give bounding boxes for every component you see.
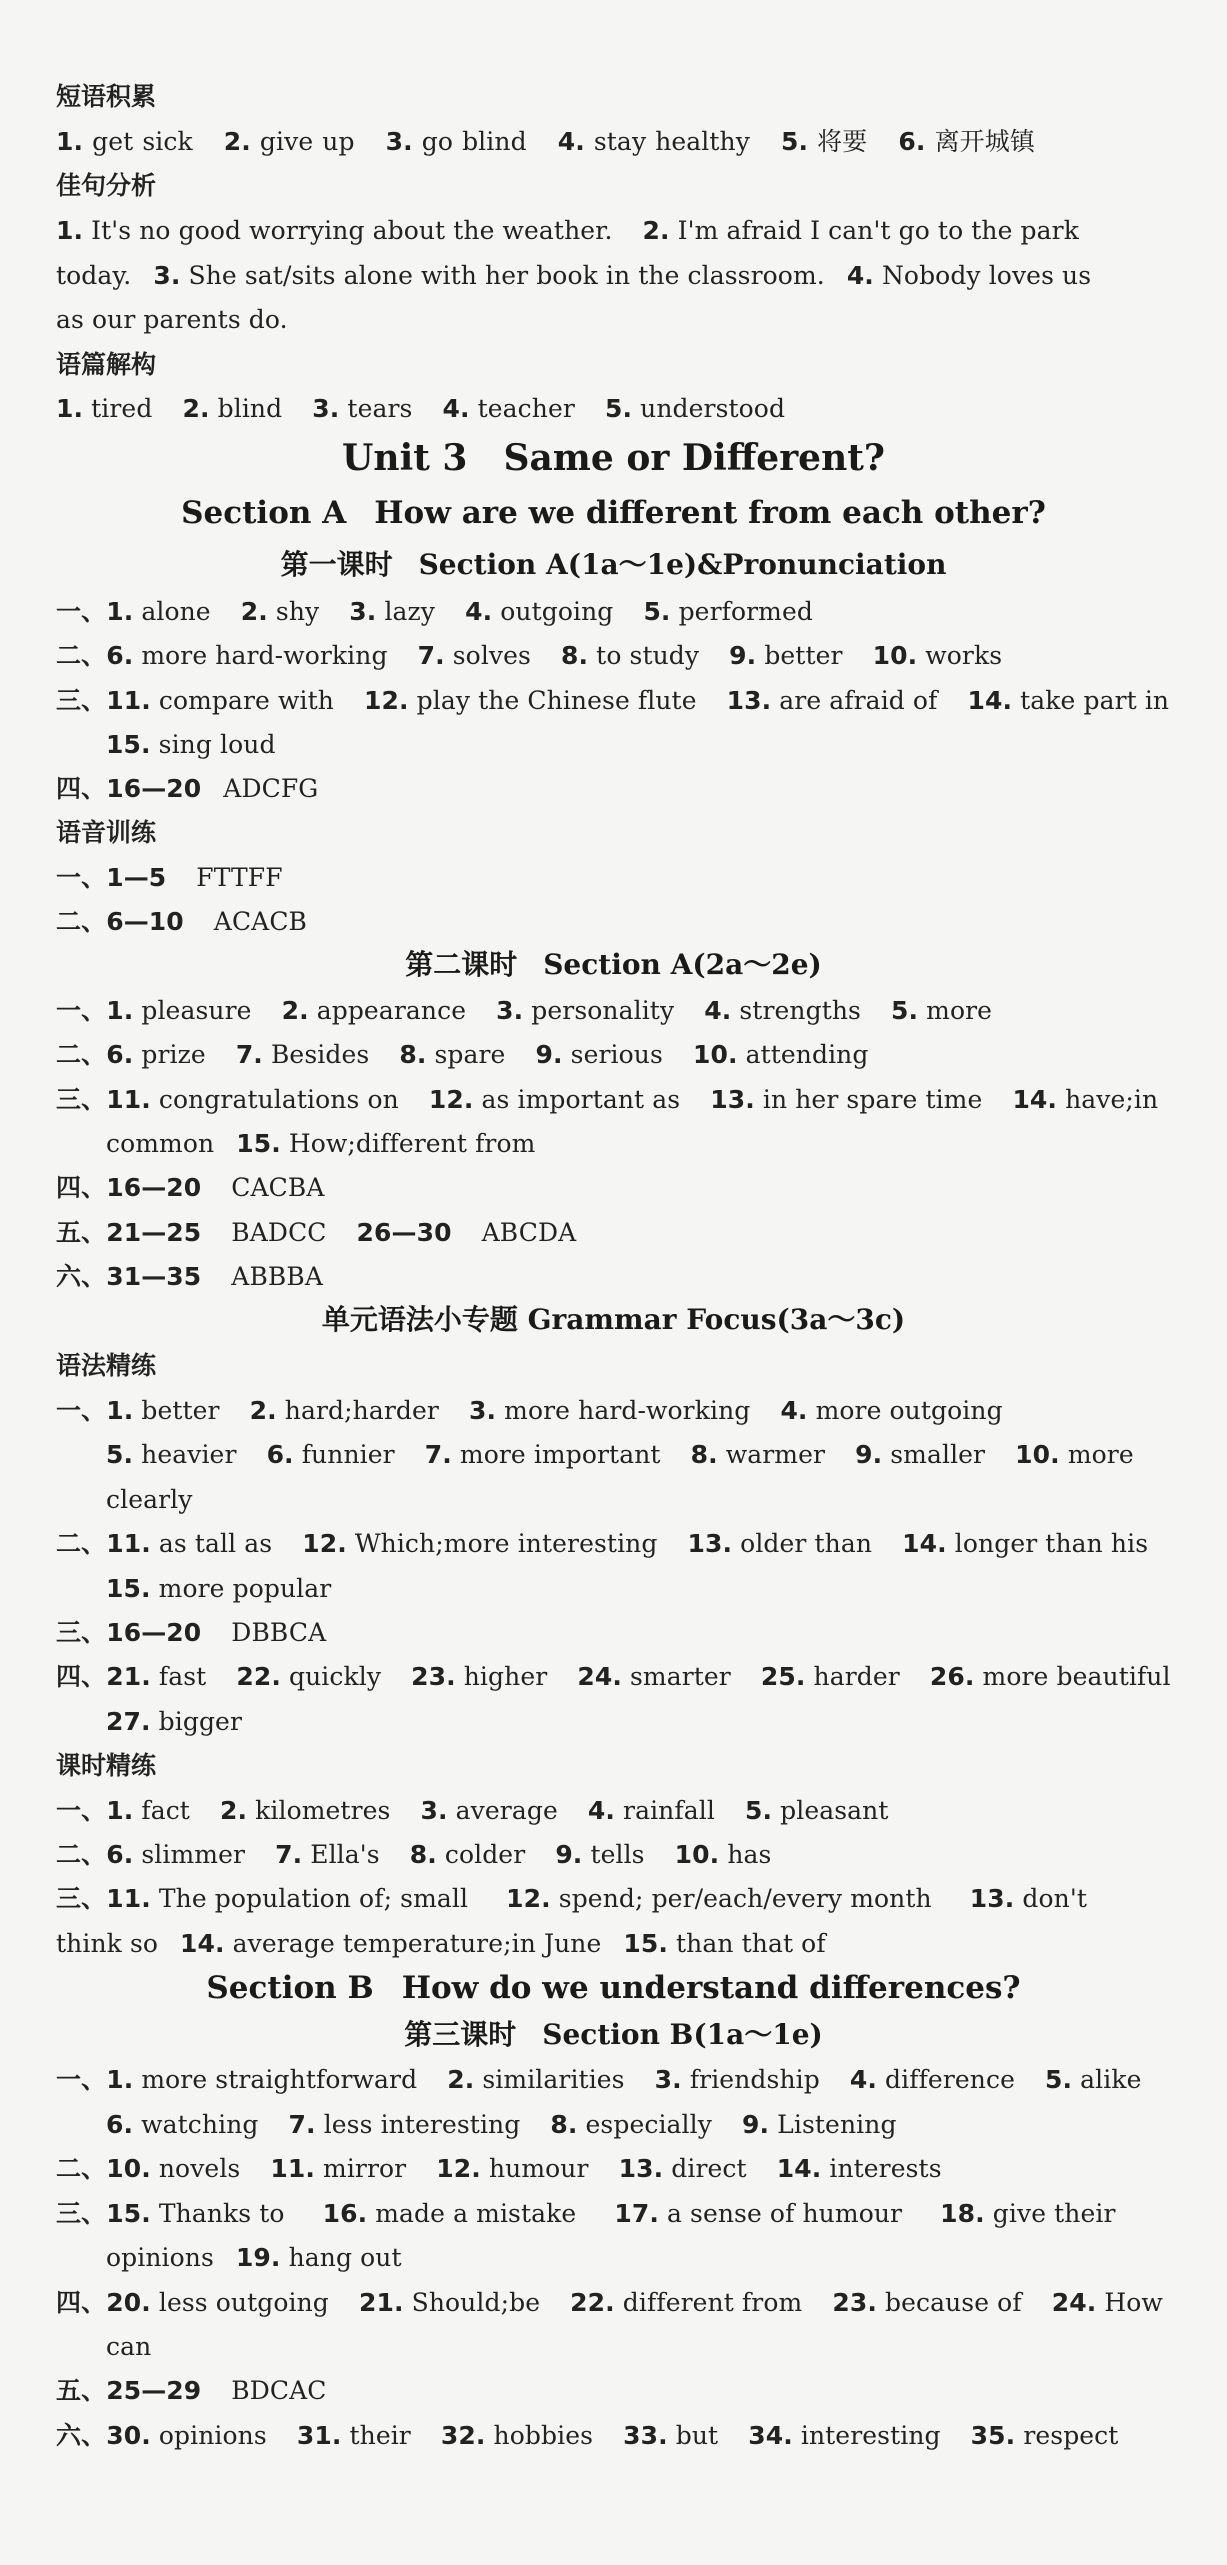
answer-line: 三、15. Thanks to 16. made a mistake 17. a sense of humour 18. give their: [56, 2199, 1116, 2228]
answer-line: common 15. How;different from: [106, 1129, 536, 1158]
section-heading-sentences: 佳句分析: [56, 171, 157, 200]
section-heading-pronunciation: 语音训练: [56, 818, 157, 847]
lesson-3-title: 第三课时 Section B(1a～1e): [404, 2018, 823, 2051]
answer-line: 1. It's no good worrying about the weather. 2. I'm afraid I can't go to the park: [56, 216, 1079, 245]
answer-line: 一、1—5 FTTFF: [56, 863, 283, 892]
section-a-title: Section A How are we different from each other?: [181, 495, 1046, 531]
answer-line: 15. more popular: [106, 1574, 332, 1603]
answer-line: 5. heavier 6. funnier 7. more important 8. warmer 9. smaller 10. more: [106, 1440, 1134, 1469]
answer-line: 四、16—20 CACBA: [56, 1173, 325, 1202]
answer-line: 二、6. prize 7. Besides 8. spare 9. serious 10. attending: [56, 1040, 869, 1069]
answer-line: can: [106, 2332, 152, 2361]
answer-line: 三、11. The population of; small 12. spend; per/each/every month 13. don't: [56, 1884, 1087, 1913]
answer-line: 6. watching 7. less interesting 8. especially 9. Listening: [106, 2110, 897, 2139]
answer-line: 六、30. opinions 31. their 32. hobbies 33. but 34. interesting 35. respect: [56, 2421, 1119, 2450]
section-heading-phrases: 短语积累: [56, 82, 157, 111]
answer-line: 三、16—20 DBBCA: [56, 1618, 327, 1647]
section-heading-lesson-practice: 课时精练: [56, 1751, 157, 1780]
answer-line: 二、6. slimmer 7. Ella's 8. colder 9. tells 10. has: [56, 1840, 772, 1869]
answer-line: 27. bigger: [106, 1707, 242, 1736]
answer-line: 1. get sick 2. give up 3. go blind 4. stay healthy 5. 将要 6. 离开城镇: [56, 127, 1035, 156]
section-heading-discourse: 语篇解构: [56, 350, 157, 379]
answer-line: clearly: [106, 1485, 193, 1514]
answer-line: 一、1. better 2. hard;harder 3. more hard-working 4. more outgoing: [56, 1396, 1003, 1425]
lesson-2-title: 第二课时 Section A(2a～2e): [405, 948, 822, 981]
answer-line: as our parents do.: [56, 305, 288, 334]
answer-line: 二、6—10 ACACB: [56, 907, 308, 936]
answer-line: 二、10. novels 11. mirror 12. humour 13. direct 14. interests: [56, 2154, 942, 2183]
answer-line: 一、1. fact 2. kilometres 3. average 4. rainfall 5. pleasant: [56, 1796, 889, 1825]
lesson-1-title: 第一课时 Section A(1a～1e)&Pronunciation: [280, 548, 947, 581]
answer-line: 三、11. compare with 12. play the Chinese flute 13. are afraid of 14. take part in: [56, 686, 1170, 715]
answer-line: 五、25—29 BDCAC: [56, 2376, 327, 2405]
grammar-title: 单元语法小专题 Grammar Focus(3a～3c): [321, 1303, 906, 1336]
answer-line: 四、21. fast 22. quickly 23. higher 24. smarter 25. harder 26. more beautiful: [56, 1662, 1171, 1691]
answer-line: 四、20. less outgoing 21. Should;be 22. different from 23. because of 24. How: [56, 2288, 1163, 2317]
section-heading-grammar-practice: 语法精练: [56, 1351, 157, 1380]
section-b-title: Section B How do we understand differences?: [206, 1970, 1021, 2006]
answer-line: 一、1. alone 2. shy 3. lazy 4. outgoing 5. performed: [56, 597, 813, 626]
answer-line: 六、31—35 ABBBA: [56, 1262, 324, 1291]
answer-line: today. 3. She sat/sits alone with her book in the classroom. 4. Nobody loves us: [56, 261, 1092, 290]
answer-line: think so 14. average temperature;in June 15. than that of: [56, 1929, 826, 1958]
answer-line: 四、16—20 ADCFG: [56, 774, 319, 803]
answer-line: 二、11. as tall as 12. Which;more interesting 13. older than 14. longer than his: [56, 1529, 1149, 1558]
answer-line: 15. sing loud: [106, 730, 276, 759]
answer-line: 二、6. more hard-working 7. solves 8. to study 9. better 10. works: [56, 641, 1003, 670]
answer-line: opinions 19. hang out: [106, 2243, 402, 2272]
answer-line: 一、1. more straightforward 2. similarities 3. friendship 4. difference 5. alike: [56, 2065, 1142, 2094]
answer-line: 三、11. congratulations on 12. as important as 13. in her spare time 14. have;in: [56, 1085, 1159, 1114]
answer-line: 一、1. pleasure 2. appearance 3. personality 4. strengths 5. more: [56, 996, 993, 1025]
answer-line: 1. tired 2. blind 3. tears 4. teacher 5. understood: [56, 394, 786, 423]
answer-line: 五、21—25 BADCC 26—30 ABCDA: [56, 1218, 577, 1247]
unit-title: Unit 3 Same or Different?: [342, 437, 885, 479]
